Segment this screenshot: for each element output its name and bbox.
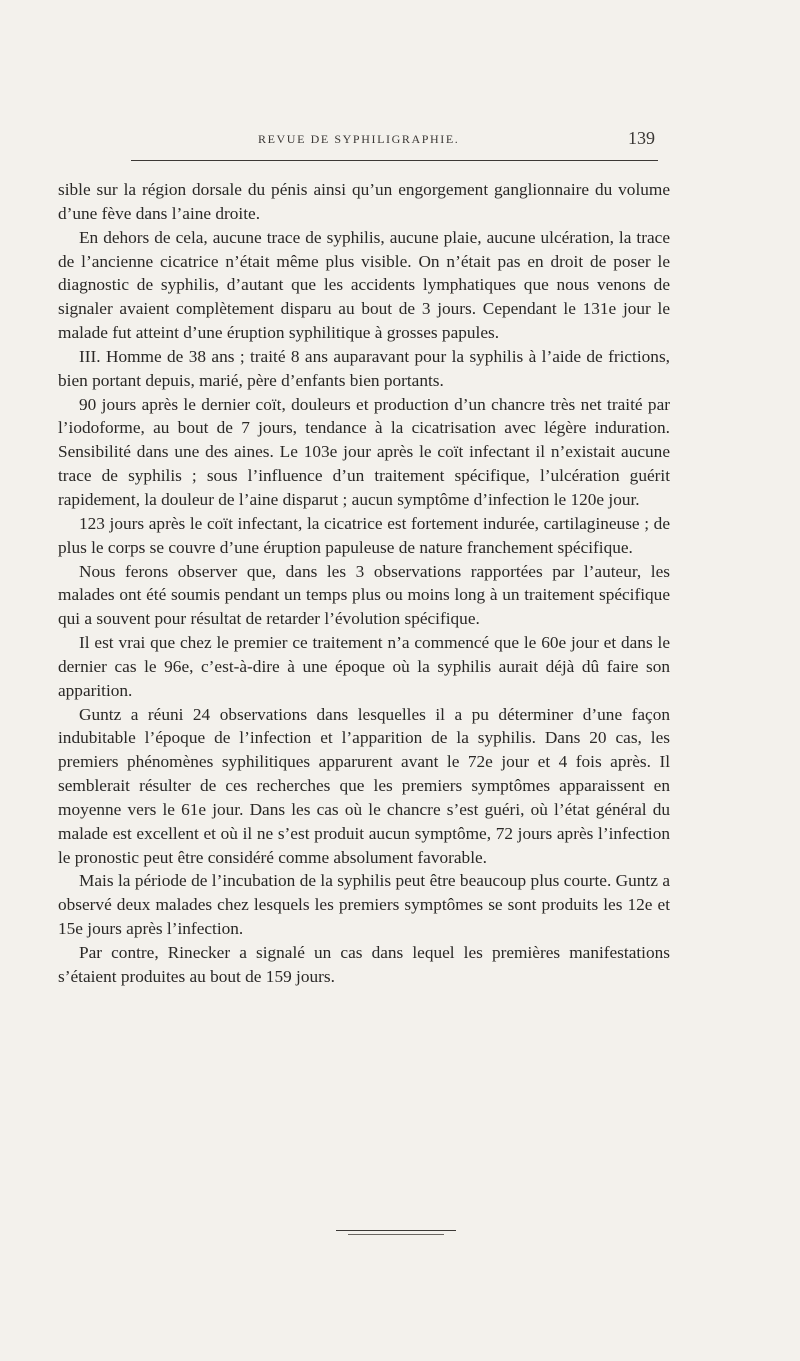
paragraph: Nous ferons observer que, dans les 3 observations rapportées par l’auteur, les malades ont été soumis pendant un temps plus ou moins long à un traitement spécifique qui a souvent pour résultat de retarder l’évolution spécifique.: [58, 561, 670, 629]
running-title: REVUE DE SYPHILIGRAPHIE.: [258, 132, 460, 146]
paragraph: Guntz a réuni 24 observations dans lesquelles il a pu déterminer d’une façon indubitable l’époque de l’infection et l’apparition de la syphilis. Dans 20 cas, les premiers phénomènes syphilitiques apparurent avant le 72e jour et 4 fois après. Il semblerait résulter de ces recherches que les premiers symptômes apparaissent en moyenne vers le 61e jour. Dans les cas où le chancre s’est guéri, où l’état général du malade est excellent et où il ne s’est produit aucun symptôme, 72 jours après l’infection le pronostic peut être considéré comme absolument favorable.: [58, 704, 670, 867]
end-rule: [336, 1230, 456, 1231]
paragraph: III. Homme de 38 ans ; traité 8 ans auparavant pour la syphilis à l’aide de frictions, bien portant depuis, marié, père d’enfants bien portants.: [58, 346, 670, 390]
body-text: [58, 178, 670, 989]
paragraph: Mais la période de l’incubation de la syphilis peut être beaucoup plus courte. Guntz a observé deux malades chez lesquels les premiers symptômes se sont produits les 12e et 15e jours après l’infection.: [58, 871, 670, 939]
page-number: 139: [628, 128, 655, 148]
header-rule: [131, 160, 658, 161]
paragraph: 90 jours après le dernier coït, douleurs et production d’un chancre très net traité par l’iodoforme, au bout de 7 jours, tendance à la cicatrisation avec légère induration. Sensibilité dans une des aines. Le 103e jour après le coït infectant il n’existait aucune trace de syphilis ; sous l’influence d’un traitement spécifique, l’ulcération guérit rapidement, la douleur de l’aine disparut ; aucun symptôme d’infection le 120e jour.: [58, 394, 670, 509]
paragraph: 123 jours après le coït infectant, la cicatrice est fortement indurée, cartilagineuse ; de plus le corps se couvre d’une éruption papuleuse de nature franchement spécifique.: [58, 513, 670, 557]
end-rule-thin: [348, 1234, 444, 1235]
paragraph: sible sur la région dorsale du pénis ainsi qu’un engorgement ganglionnaire du volume d’une fève dans l’aine droite.: [58, 180, 670, 223]
paragraph: En dehors de cela, aucune trace de syphilis, aucune plaie, aucune ulcération, la trace de l’ancienne cicatrice n’était même plus visible. On n’était pas en droit de poser le diagnostic de syphilis, d’autant que les accidents lymphatiques que nous venons de signaler avaient complètement disparu au bout de 3 jours. Cependant le 131e jour le malade fut atteint d’une éruption syphilitique à grosses papules.: [58, 227, 670, 343]
paragraph: Par contre, Rinecker a signalé un cas dans lequel les premières manifestations s’étaient produites au bout de 159 jours.: [58, 943, 670, 986]
paragraph: Il est vrai que chez le premier ce traitement n’a commencé que le 60e jour et dans le dernier cas le 96e, c’est-à-dire à une époque où la syphilis aurait déjà dû faire son apparition.: [58, 633, 670, 700]
page-header: [0, 130, 800, 154]
